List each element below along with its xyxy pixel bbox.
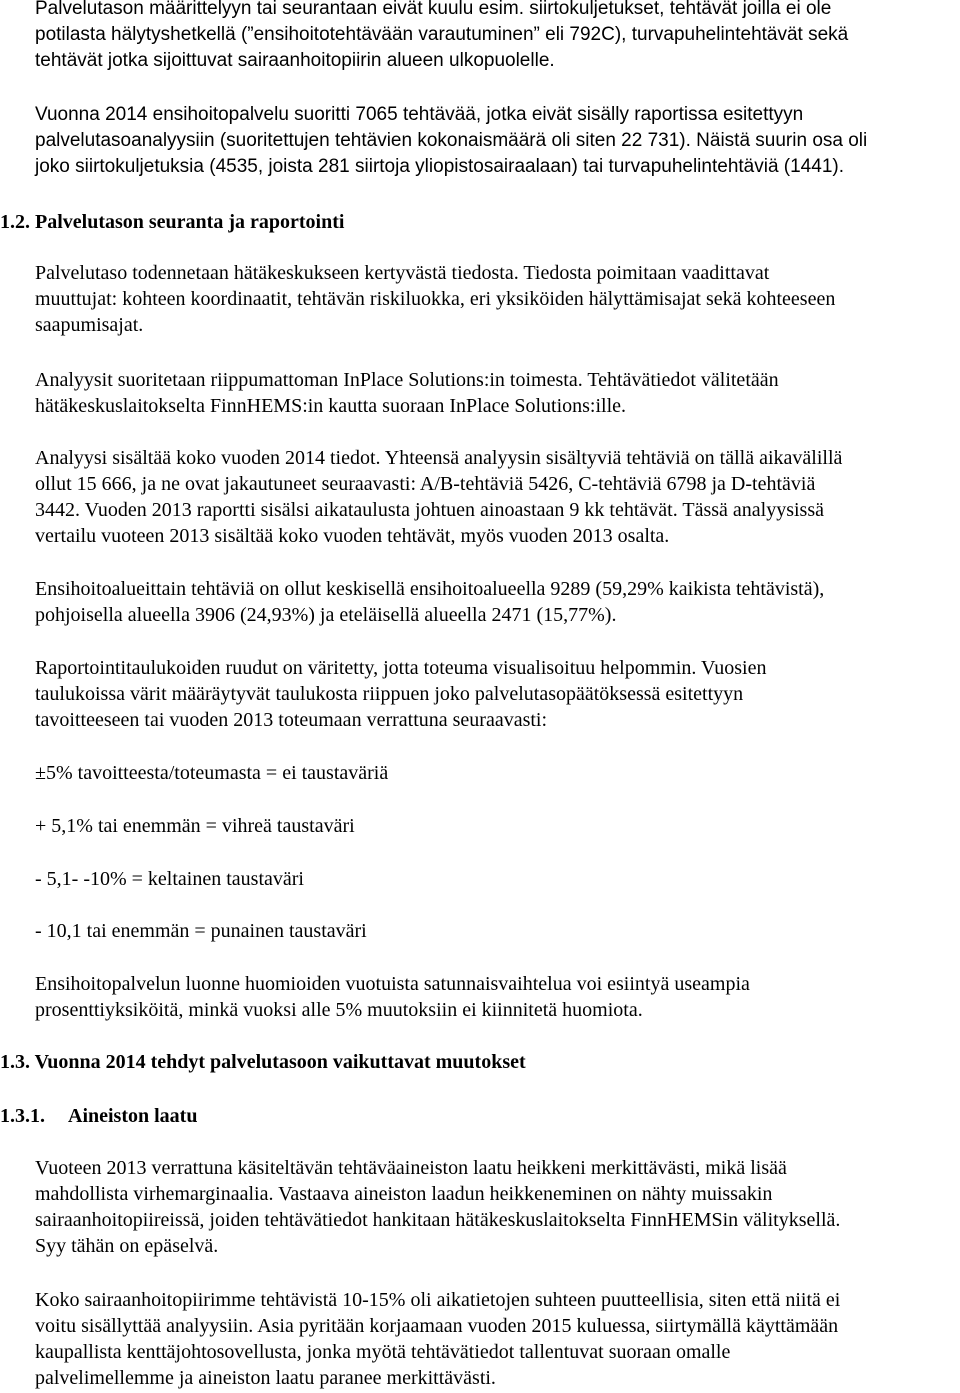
alueet-line-2: pohjoisella alueella 3906 (24,93%) ja eteläisellä alueella 2471 (15,77%). <box>35 604 617 626</box>
color-rule-red <box>35 918 960 944</box>
paragraph-seuranta <box>35 260 960 338</box>
section-heading-1-3 <box>0 1049 526 1075</box>
p2014-line-3: joko siirtokuljetuksia (4535, joista 281 siirtoja yliopistosairaalaan) tai turvapuhelintehtäviä (1441). <box>35 156 844 177</box>
p2014-line-1: Vuonna 2014 ensihoitopalvelu suoritti 7065 tehtävää, jotka eivät sisälly raportissa esitettyyn <box>35 104 804 125</box>
paragraph-2014 <box>35 102 960 180</box>
seuranta-line-1: Palvelutaso todennetaan hätäkeskukseen kertyvästä tiedosta. Tiedosta poimitaan vaadittavat <box>35 262 770 284</box>
laatu1-line-4: Syy tähän on epäselvä. <box>35 1235 219 1257</box>
color-rule-text: ±5% tavoitteesta/toteumasta = ei taustaväriä <box>35 762 389 784</box>
vaihtelu-line-1: Ensihoitopalvelun luonne huomioiden vuotuista satunnaisvaihtelua voi esiintyä useampia <box>35 973 750 995</box>
laatu2-line-2: voitu sisällyttää analyysiin. Asia pyritään korjaamaan vuoden 2015 kuluessa, siirtymällä käyttämään <box>35 1315 839 1337</box>
p2014-line-2: palvelutasoanalyysiin (suoritettujen tehtävien kokonaismäärä oli siten 22 731). Näistä suurin osa oli <box>35 130 868 151</box>
section-title: Vuonna 2014 tehdyt palvelutasoon vaikuttavat muutokset <box>34 1051 526 1073</box>
section-title: Aineiston laatu <box>68 1105 198 1127</box>
laatu2-line-4: palvelimellemme ja aineiston laatu paranee merkittävästi. <box>35 1367 496 1389</box>
laatu1-line-1: Vuoteen 2013 verrattuna käsiteltävän tehtäväaineiston laatu heikkeni merkittävästi, mikä lisää <box>35 1157 787 1179</box>
intro-line-3: tehtävät jotka sijoittuvat sairaanhoitopiirin alueen ulkopuolelle. <box>35 50 555 71</box>
intro-paragraph <box>35 0 960 74</box>
analyysit-line-2: hätäkeskuslaitokselta FinnHEMS:in kautta suoraan InPlace Solutions:ille. <box>35 395 627 417</box>
section-number: 1.2. <box>0 211 30 233</box>
paragraph-analyysi-2014 <box>35 445 960 549</box>
paragraph-laatu-1 <box>35 1155 960 1259</box>
section-title: Palvelutason seuranta ja raportointi <box>35 211 345 233</box>
paragraph-raportointi <box>35 655 960 733</box>
laatu2-line-1: Koko sairaanhoitopiirimme tehtävistä 10-15% oli aikatietojen suhteen puutteellisia, siten että niitä ei <box>35 1289 841 1311</box>
paragraph-laatu-2 <box>35 1287 960 1391</box>
paragraph-vaihtelu <box>35 971 960 1023</box>
raportointi-line-2: taulukoissa värit määräytyvät taulukosta riippuen joko palvelutasopäätöksessä esitettyyn <box>35 683 744 705</box>
section-number: 1.3. <box>0 1051 30 1073</box>
section-number: 1.3.1. <box>0 1105 45 1127</box>
laatu2-line-3: kaupallista kenttäjohtosovellusta, jonka myötä tehtävätiedot tallentuvat suoraan omalle <box>35 1341 731 1363</box>
paragraph-analyysit <box>35 367 960 419</box>
section-heading-1-2 <box>0 209 344 235</box>
vaihtelu-line-2: prosenttiyksiköitä, minkä vuoksi alle 5% muutoksiin ei kiinnitetä huomiota. <box>35 999 643 1021</box>
color-rule-yellow <box>35 866 960 892</box>
color-rule-text: - 5,1- -10% = keltainen taustaväri <box>35 868 304 890</box>
raportointi-line-3: tavoitteeseen tai vuoden 2013 toteumaan verrattuna seuraavasti: <box>35 709 548 731</box>
analyysi2014-line-1: Analyysi sisältää koko vuoden 2014 tiedot. Yhteensä analyysin sisältyviä tehtäviä on tällä aikavälillä <box>35 447 843 469</box>
analyysit-line-1: Analyysit suoritetaan riippumattoman InPlace Solutions:in toimesta. Tehtävätiedot välitetään <box>35 369 779 391</box>
intro-line-2: potilasta hälytyshetkellä (”ensihoitotehtävään varautuminen” eli 792C), turvapuhelintehtävät sekä <box>35 24 849 45</box>
section-heading-1-3-1 <box>0 1103 197 1129</box>
intro-line-1: Palvelutason määrittelyyn tai seurantaan eivät kuulu esim. siirtokuljetukset, tehtävät joilla ei ole <box>35 0 832 19</box>
color-rule-green <box>35 813 960 839</box>
color-rule-text: + 5,1% tai enemmän = vihreä taustaväri <box>35 815 355 837</box>
analyysi2014-line-4: vertailu vuoteen 2013 sisältää koko vuoden tehtävät, myös vuoden 2013 osalta. <box>35 525 670 547</box>
seuranta-line-3: saapumisajat. <box>35 314 144 336</box>
color-rule-text: - 10,1 tai enemmän = punainen taustaväri <box>35 920 367 942</box>
seuranta-line-2: muuttujat: kohteen koordinaatit, tehtävän riskiluokka, eri yksiköiden hälyttämisajat sekä kohteeseen <box>35 288 836 310</box>
alueet-line-1: Ensihoitoalueittain tehtäviä on ollut keskisellä ensihoitoalueella 9289 (59,29% kaikista tehtävistä), <box>35 578 825 600</box>
color-rule-none <box>35 760 960 786</box>
raportointi-line-1: Raportointitaulukoiden ruudut on väritetty, jotta toteuma visualisoituu helpommin. Vuosien <box>35 657 767 679</box>
analyysi2014-line-3: 3442. Vuoden 2013 raportti sisälsi aikataulusta johtuen ainoastaan 9 kk tehtävät. Tässä analyysissä <box>35 499 825 521</box>
analyysi2014-line-2: ollut 15 666, ja ne ovat jakautuneet seuraavasti: A/B-tehtäviä 5426, C-tehtäviä 6798 ja D-tehtäviä <box>35 473 816 495</box>
paragraph-alueet <box>35 576 960 628</box>
laatu1-line-2: mahdollista virhemarginaalia. Vastaava aineiston laadun heikkeneminen on nähty muissakin <box>35 1183 773 1205</box>
laatu1-line-3: sairaanhoitopiireissä, joiden tehtävätiedot hankitaan hätäkeskuslaitokselta FinnHEMSin välityksellä. <box>35 1209 841 1231</box>
